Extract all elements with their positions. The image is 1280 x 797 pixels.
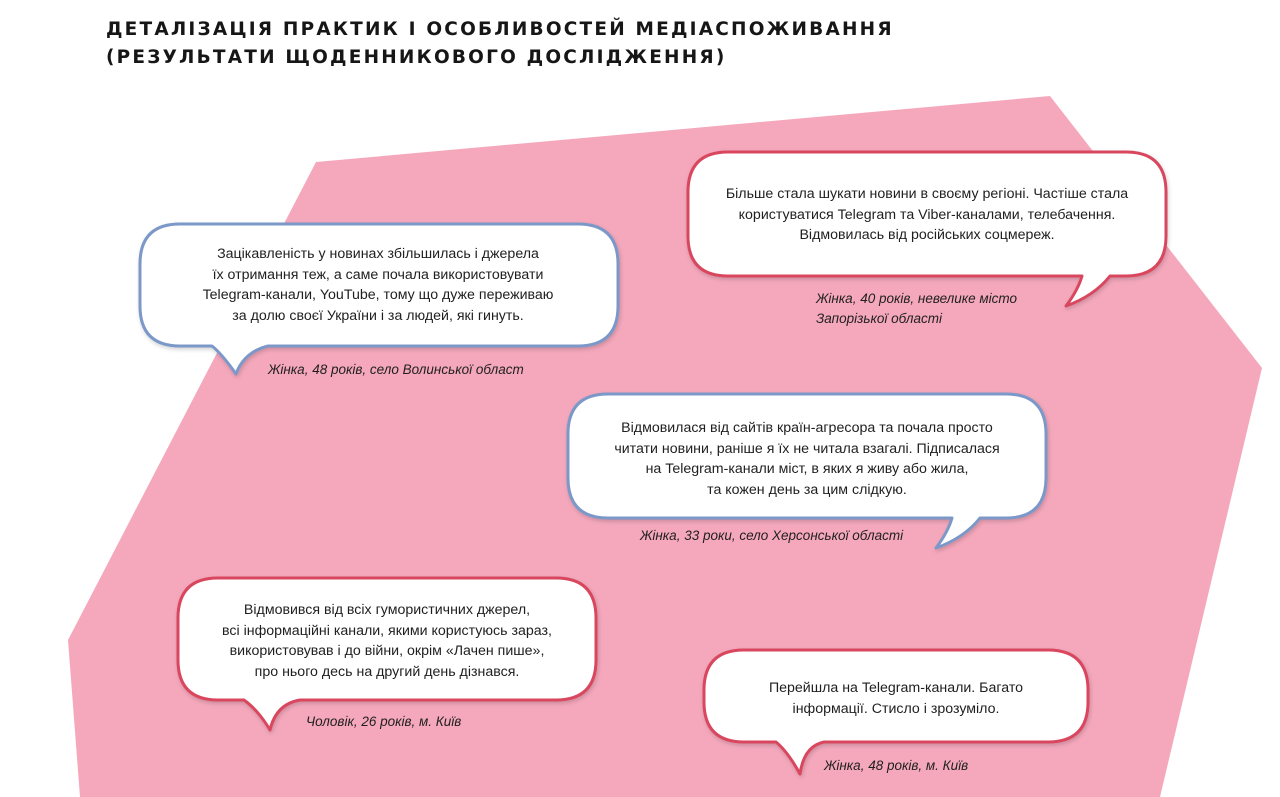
page-title-line-1: ДЕТАЛІЗАЦІЯ ПРАКТИК І ОСОБЛИВОСТЕЙ МЕДІАСПОЖИВАННЯ bbox=[106, 19, 894, 40]
quote-3-line: Відмовилася від сайтів країн-агресора та почала просто bbox=[621, 420, 993, 436]
quote-author-2 bbox=[816, 289, 1017, 329]
quote-author-1: Жінка, 48 років, село Волинської област bbox=[268, 362, 524, 377]
quote-text-1 bbox=[160, 244, 596, 326]
quote-1-line: Telegram-канали, YouTube, тому що дуже переживаю bbox=[202, 287, 554, 303]
quote-3-line: та кожен день за цим слідкую. bbox=[707, 481, 907, 498]
quote-4-line: Відмовився від всіх гумористичних джерел, bbox=[243, 602, 531, 618]
quote-author-4: Чоловік, 26 років, м. Київ bbox=[306, 714, 462, 729]
page-title-line-2: (РЕЗУЛЬТАТИ ЩОДЕННИКОВОГО ДОСЛІДЖЕННЯ) bbox=[106, 47, 727, 68]
quote-4-line: використовував і до війни, окрім «Лачен пише», bbox=[229, 643, 545, 659]
quote-1-line: Зацікавленість у новинах збільшилась і джерела bbox=[217, 246, 539, 262]
quote-2-line: Більше стала шукати новини в своєму регіоні. Частіше стала bbox=[725, 186, 1129, 202]
quote-4-line: про нього десь на другий день дізнався. bbox=[254, 663, 520, 680]
quote-author-2-line: Запорізької області bbox=[816, 311, 943, 326]
quote-author-2-line: Жінка, 40 років, невелике місто bbox=[816, 291, 1018, 306]
quote-text-2 bbox=[700, 184, 1154, 246]
quote-author-5: Жінка, 48 років, м. Київ bbox=[824, 758, 969, 773]
quote-text-5 bbox=[716, 678, 1076, 719]
quote-author-3: Жінка, 33 роки, село Херсонської області bbox=[640, 528, 904, 543]
quote-1-line: їх отримання теж, а саме почала використовувати bbox=[212, 266, 544, 283]
quote-1-line: за долю своєї України і за людей, які гинуть. bbox=[232, 307, 524, 324]
quote-5-line: інформації. Стисло і зрозуміло. bbox=[792, 700, 1000, 717]
quote-4-line: всі інформаційні канали, якими користуюсь зараз, bbox=[222, 622, 552, 639]
quote-3-line: на Telegram-канали міст, в яких я живу або жила, bbox=[645, 461, 969, 477]
quote-5-line: Перейшла на Telegram-канали. Багато bbox=[768, 680, 1024, 696]
quote-2-line: Відмовилась від російських соцмереж. bbox=[799, 227, 1055, 243]
quote-text-4 bbox=[190, 600, 584, 682]
quote-3-line: читати новини, раніше я їх не читала взагалі. Підписалася bbox=[614, 440, 1000, 457]
quote-2-line: користуватися Telegram та Viber-каналами, телебачення. bbox=[738, 206, 1116, 223]
quote-text-3 bbox=[582, 418, 1032, 500]
